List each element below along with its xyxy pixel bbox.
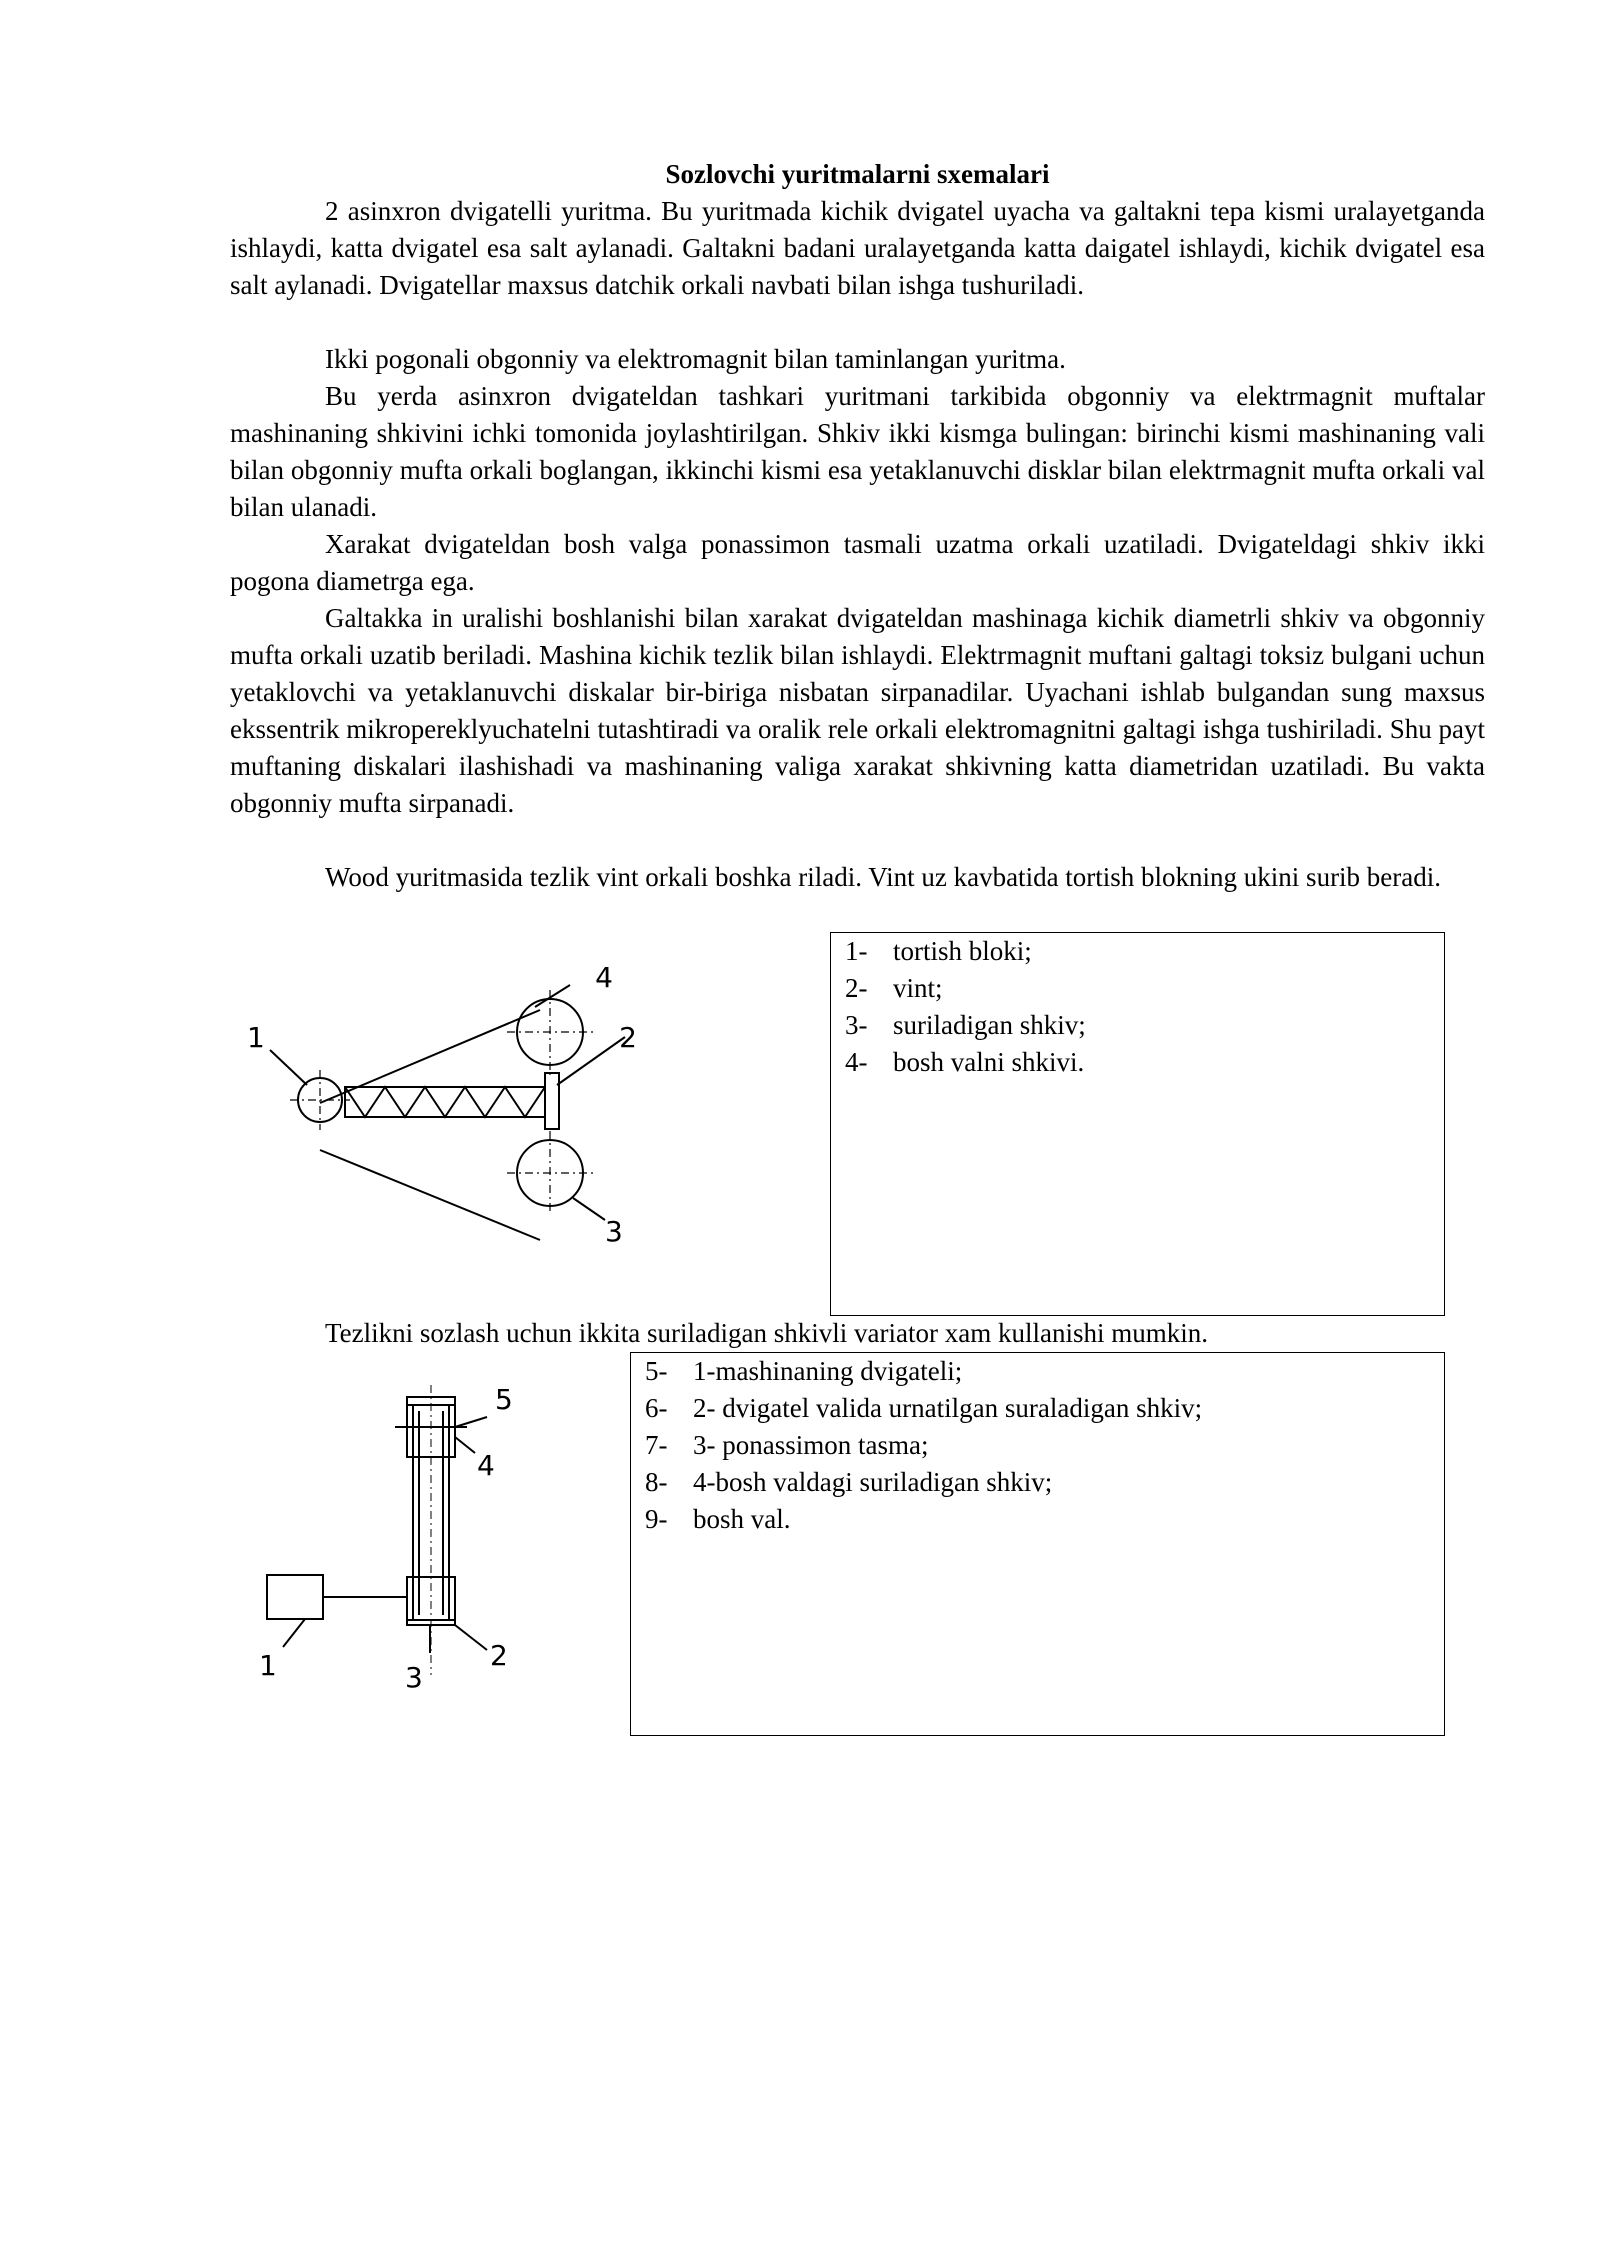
fig1-label-3: 3: [605, 1215, 623, 1248]
paragraph-two-stage-drive-heading: Ikki pogonali obgonniy va elektromagnit bilan taminlangan yuritma.: [325, 344, 1066, 374]
fig1-label-4: 4: [595, 961, 613, 994]
screw-thread: [345, 1087, 545, 1117]
wood-drive-diagram: [235, 935, 635, 1255]
legend2-item: 8- 4-bosh valdagi suriladigan shkiv;: [645, 1467, 1053, 1497]
leader-1: [283, 1619, 305, 1647]
legend1-item: 1- tortish bloki;: [845, 936, 1032, 966]
paragraph-two-motor-drive: 2 asinxron dvigatelli yuritma. Bu yuritmada kichik dvigatel uyacha va galtakni tepa kismi uralayetganda ishlaydi, katta dvigatel esa salt aylanadi. Galtakni badani uralayetganda katta daigatel ishlaydi, kichik dvigatel esa salt aylanadi. Dvigatellar maxsus datchik orkali navbati bilan ishga tushuriladi.: [230, 196, 1485, 300]
leader-4: [455, 1437, 475, 1453]
variator-legend: [630, 1352, 1445, 1736]
variator-diagram: [255, 1375, 540, 1695]
paragraph-couplings: Bu yerda asinxron dvigateldan tashkari yuritmani tarkibida obgonniy va elektrmagnit muftalar mashinaning shkivini ichki tomonida joylashtirilgan. Shkiv ikki kismga bulingan: birinchi kismi mashinaning vali bilan obgonniy mufta orkali boglangan, ikkinchi kismi esa yetaklanuvchi disklar bilan elektrmagnit mufta orkali val bilan ulanadi.: [230, 381, 1485, 522]
motor-box: [267, 1575, 323, 1619]
legend2-item: 6- 2- dvigatel valida urnatilgan suraladigan shkiv;: [645, 1393, 1203, 1423]
legend1-item: 4- bosh valni shkivi.: [845, 1047, 1085, 1077]
fig1-label-2: 2: [619, 1021, 637, 1054]
leader-3: [573, 1198, 605, 1220]
legend2-item: 7- 3- ponassimon tasma;: [645, 1430, 929, 1460]
paragraph-belt-transmission: Xarakat dvigateldan bosh valga ponassimon tasmali uzatma orkali uzatiladi. Dvigateldagi shkiv ikki pogona diametrga ega.: [230, 529, 1485, 596]
leader-5: [455, 1417, 487, 1427]
legend2-item: 9- bosh val.: [645, 1504, 791, 1534]
fig1-label-1: 1: [247, 1021, 265, 1054]
legend1-item: 2- vint;: [845, 973, 943, 1003]
screw-flange: [545, 1073, 559, 1129]
leader-2: [455, 1625, 487, 1650]
fig2-label-3: 3: [405, 1661, 423, 1694]
belt-line-lower: [320, 1150, 540, 1240]
legend2-item: 5- 1-mashinaning dvigateli;: [645, 1356, 963, 1386]
fig2-label-1: 1: [259, 1649, 277, 1682]
fig2-label-5: 5: [495, 1383, 513, 1416]
paragraph-wood-drive: Wood yuritmasida tezlik vint orkali boshka riladi. Vint uz kavbatida tortish blokning ukini surib beradi.: [325, 862, 1442, 892]
paragraph-variator: Tezlikni sozlash uchun ikkita suriladigan shkivli variator xam kullanishi mumkin.: [325, 1318, 1208, 1348]
leader-1: [270, 1050, 307, 1085]
fig2-label-2: 2: [490, 1639, 508, 1672]
document-title: Sozlovchi yuritmalarni sxemalari: [665, 159, 1050, 189]
paragraph-operation: Galtakka in uralishi boshlanishi bilan xarakat dvigateldan mashinaga kichik diametrli shkiv va obgonniy mufta orkali uzatib beriladi. Mashina kichik tezlik bilan ishlaydi. Elektrmagnit muftani galtagi toksiz bulgani uchun yetaklovchi va yetaklanuvchi diskalar bir-biriga nisbatan sirpanadilar. Uyachani ishlab bulgandan sung maxsus ekssentrik mikropereklyuchatelni tutashtiradi va oralik rele orkali elektromagnitni galtagi ishga tushiriladi. Shu payt muftaning diskalari ilashishadi va mashinaning valiga xarakat shkivning katta diametridan uzatiladi. Bu vakta obgonniy mufta sirpanadi.: [230, 603, 1485, 818]
wood-drive-legend: [830, 932, 1445, 1316]
leader-4: [535, 985, 570, 1007]
fig2-label-4: 4: [477, 1449, 495, 1482]
legend1-item: 3- suriladigan shkiv;: [845, 1010, 1086, 1040]
